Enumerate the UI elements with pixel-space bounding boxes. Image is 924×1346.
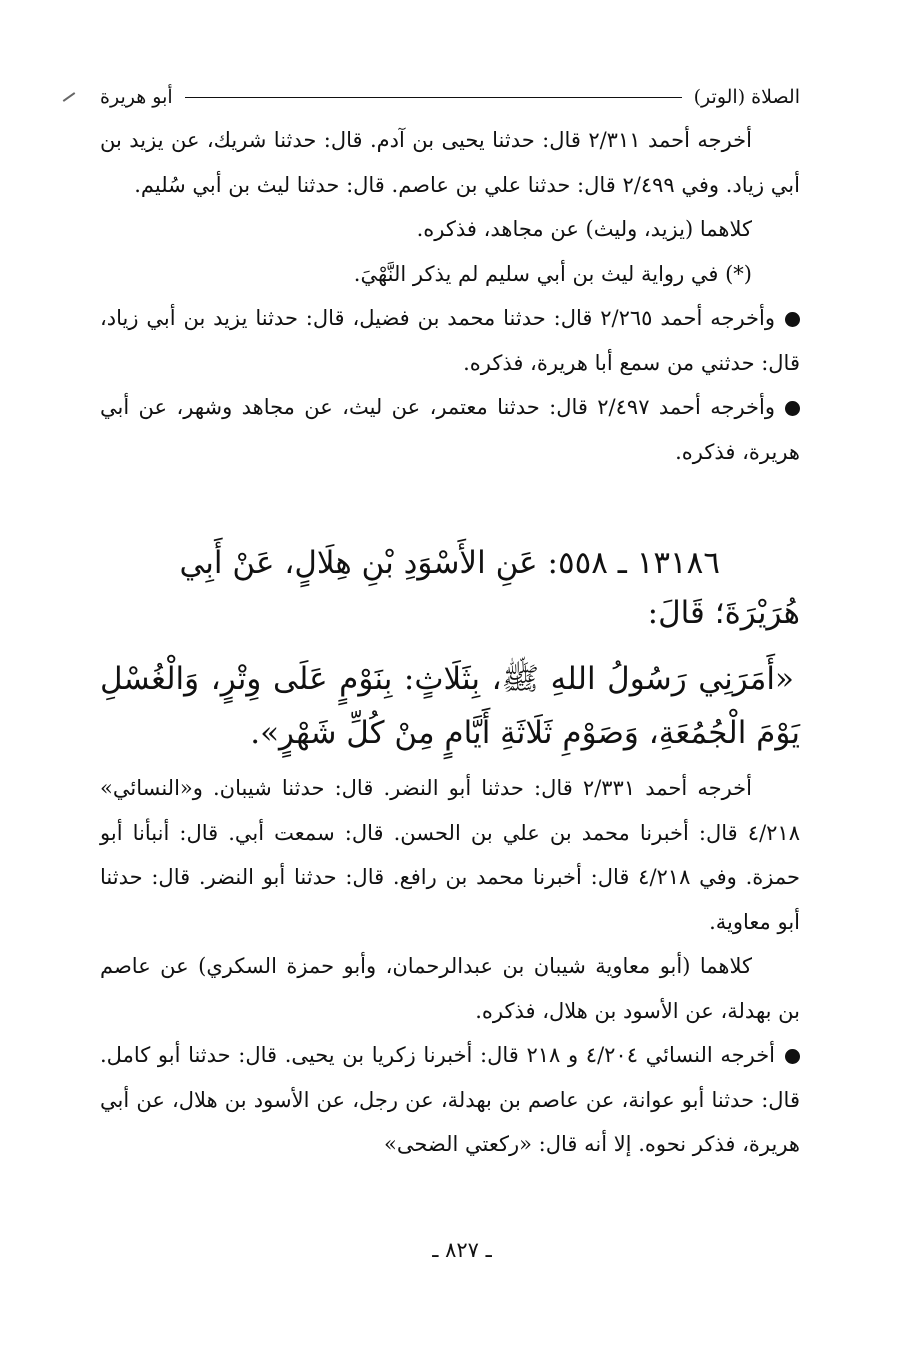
takhrij-block-2 [100, 766, 800, 1167]
corner-mark [63, 92, 76, 102]
takhrij-paragraph [100, 296, 800, 385]
page-number: ـ ٨٢٧ ـ [432, 1238, 492, 1262]
takhrij-text: أخرجه النسائي ٤/٢٠٤ و ٢١٨ قال: أخبرنا زكريا بن يحيى. قال: حدثنا أبو كامل. قال: حدثنا أبو عوانة، عن عاصم بن بهدلة، عن رجل، عن الأسود بن هلال، عن أبي هريرة، فذكر نحوه. إلا أنه قال: «ركعتي الضحى» [100, 1043, 800, 1156]
takhrij-text: وأخرجه أحمد ٢/٢٦٥ قال: حدثنا محمد بن فضيل، قال: حدثنا يزيد بن أبي زياد، قال: حدثني من سمع أبا هريرة، فذكره. [100, 306, 800, 375]
header-section-title: أبو هريرة [100, 86, 173, 108]
hadith-chain: عَنِ الأَسْوَدِ بْنِ هِلَالٍ، عَنْ أَبِي هُرَيْرَةَ؛ قَالَ: [179, 545, 800, 631]
header-rule [185, 97, 682, 98]
header-chapter-title: الصلاة (الوتر) [693, 86, 800, 108]
takhrij-paragraph [100, 1033, 800, 1167]
takhrij-paragraph: أخرجه أحمد ٢/٣٣١ قال: حدثنا أبو النضر. قال: حدثنا شيبان. و«النسائي» ٤/٢١٨ قال: أخبرنا محمد بن علي بن الحسن. قال: سمعت أبي. قال: أنبأنا أبو حمزة. وفي ٤/٢١٨ قال: أخبرنا محمد بن رافع. قال: حدثنا أبو النضر. قال: حدثنا أبو معاوية. [100, 776, 800, 934]
note-paragraph: (*) في رواية ليث بن أبي سليم لم يذكر النَّهْيَ. [353, 261, 752, 286]
hadith-text: «أَمَرَنِي رَسُولُ اللهِ ﷺ، بِثَلَاثٍ: بِنَوْمٍ عَلَى وِتْرٍ، وَالْغُسْلِ يَوْمَ الْجُمُعَةِ، وَصَوْمِ ثَلَاثَةِ أَيَّامٍ مِنْ كُلِّ شَهْرٍ». [100, 661, 800, 751]
takhrij-paragraph: أخرجه أحمد ٢/٣١١ قال: حدثنا يحيى بن آدم. قال: حدثنا شريك، عن يزيد بن أبي زياد. وفي ٢/٤٩٩ قال: حدثنا علي بن عاصم. قال: حدثنا ليث بن أبي سُليم. [100, 128, 800, 197]
bullet-icon [785, 1049, 800, 1064]
takhrij-text: وأخرجه أحمد ٢/٤٩٧ قال: حدثنا معتمر، عن ليث، عن مجاهد وشهر، عن أبي هريرة، فذكره. [100, 395, 800, 464]
takhrij-block-1 [100, 118, 800, 474]
page [100, 80, 800, 1167]
takhrij-paragraph [100, 385, 800, 474]
hadith-heading [100, 538, 800, 638]
running-head [100, 80, 800, 114]
takhrij-paragraph: كلاهما (يزيد، وليث) عن مجاهد، فذكره. [416, 217, 752, 241]
takhrij-paragraph: كلاهما (أبو معاوية شيبان بن عبدالرحمان، وأبو حمزة السكري) عن عاصم بن بهدلة، عن الأسود بن هلال، فذكره. [100, 954, 800, 1023]
bullet-icon [785, 312, 800, 327]
bullet-icon [785, 401, 800, 416]
hadith-number: ١٣١٨٦ ـ ٥٥٨: [547, 545, 720, 581]
